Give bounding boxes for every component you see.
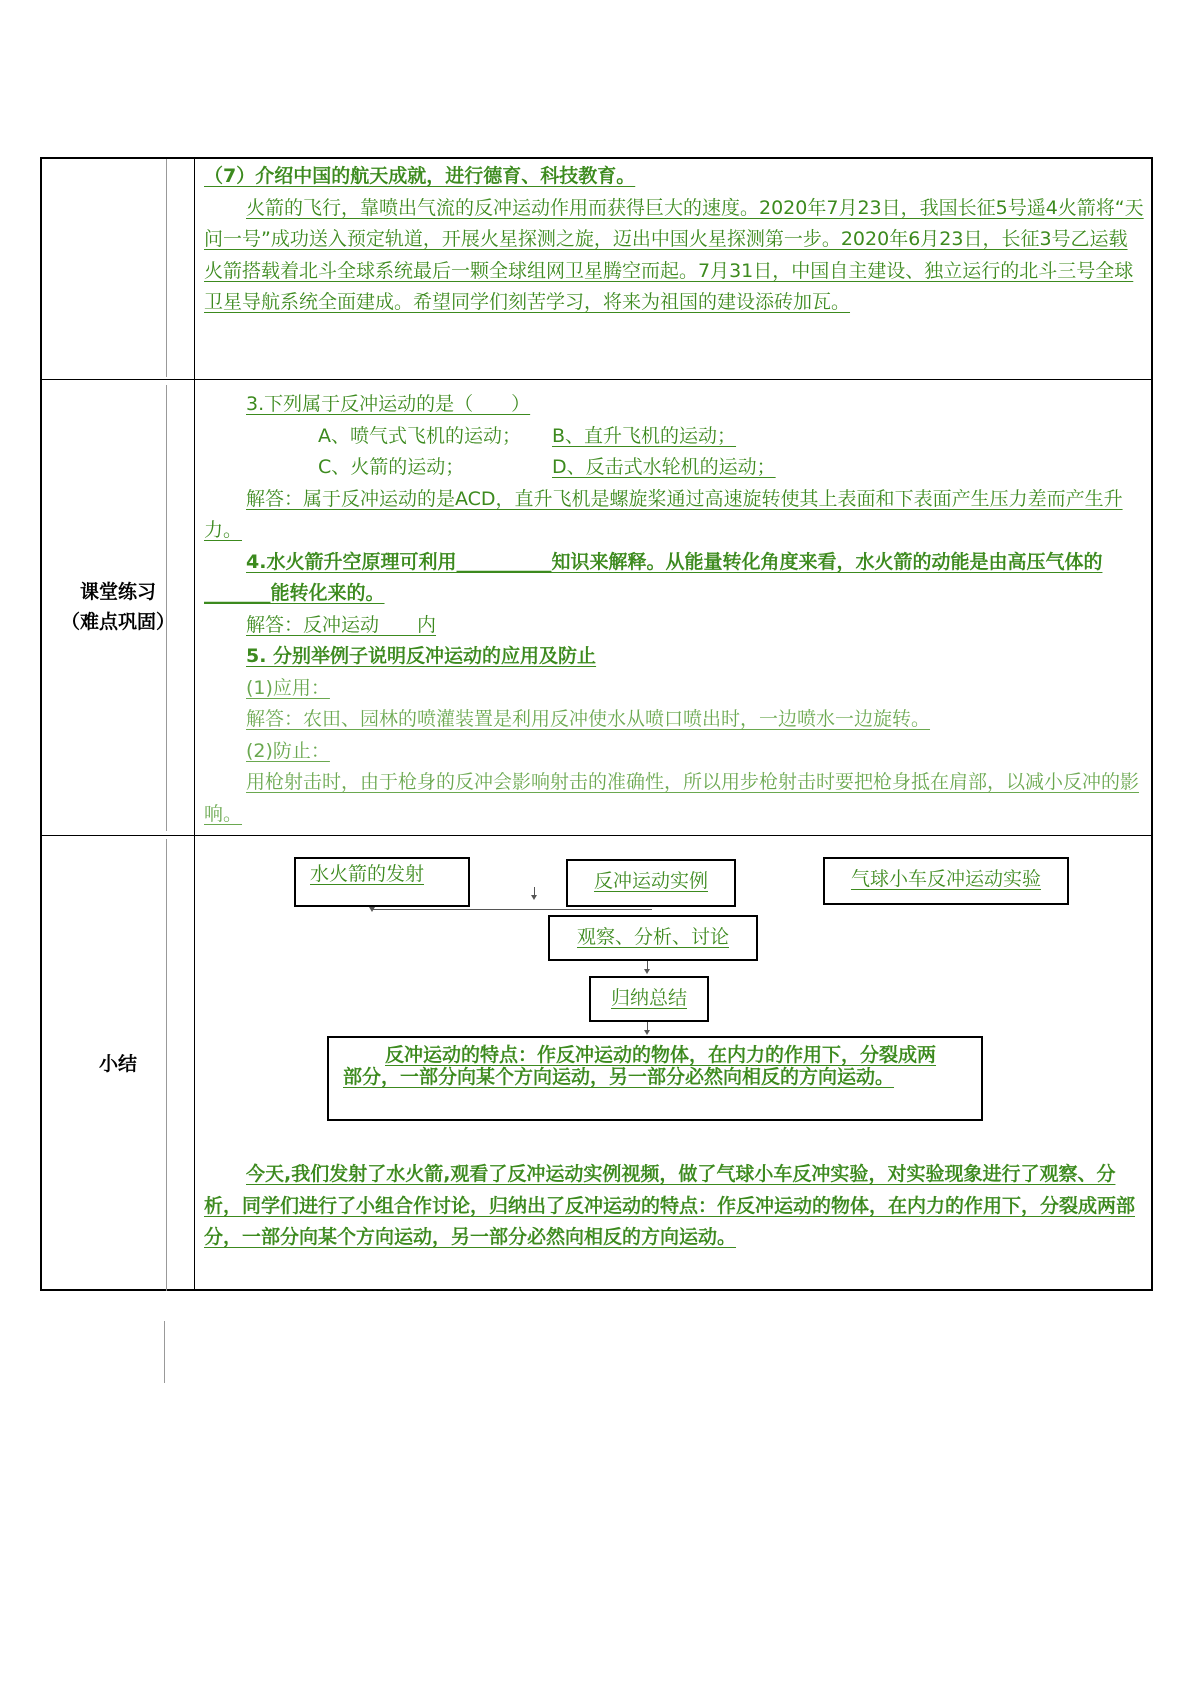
section-heading: （7）介绍中国的航天成就，进行德育、科技教育。 bbox=[204, 165, 636, 187]
option-c: C、火箭的运动； bbox=[318, 456, 465, 478]
practice-label-line1: 课堂练习 bbox=[79, 581, 156, 603]
row-divider bbox=[42, 835, 1151, 836]
option-b: B、直升飞机的运动； bbox=[552, 424, 737, 447]
practice-section bbox=[204, 389, 1144, 830]
flow-box-water-rocket: 水火箭的发射 bbox=[294, 857, 470, 907]
flow-arrow bbox=[644, 969, 650, 974]
option-d: D、反击式水轮机的运动； bbox=[552, 456, 776, 478]
flow-connector bbox=[372, 909, 652, 910]
flow-arrow bbox=[369, 907, 375, 912]
question-3-answer: 解答：属于反冲运动的是ACD，直升飞机是螺旋桨通过高速旋转使其上表面和下表面产生压力差而产生升力。 bbox=[204, 487, 1123, 541]
flow-box-characteristics: 反冲运动的特点：作反冲运动的物体，在内力的作用下，分裂成两部分，一部分向某个方向运动，另一部分必然向相反的方向运动。 bbox=[327, 1036, 983, 1121]
section-paragraph: 火箭的飞行，靠喷出气流的反冲运动作用而获得巨大的速度。2020年7月23日，我国长征5号遥4火箭将“天问一号”成功送入预定轨道，开展火星探测之旋，迈出中国火星探测第一步。2020年6月23日，长征3号乙运载火箭搭载着北斗全球系统最后一颗全球组网卫星腾空而起。7月31日，中国自主建设、独立运行的北斗三号全球卫星导航系统全面建成。希望同学们刻苦学习，将来为祖国的建设添砖加瓦。 bbox=[204, 196, 1144, 313]
summary-label: 小结 bbox=[98, 1053, 137, 1075]
summary-section bbox=[204, 1159, 1144, 1254]
question-3: 3.下列属于反冲运动的是（ ） bbox=[246, 393, 531, 415]
option-a: A、喷气式飞机的运动； bbox=[318, 424, 521, 447]
summary-paragraph: 今天,我们发射了水火箭,观看了反冲运动实例视频，做了气球小车反冲实验，对实验现象进行了观察、分析，同学们进行了小组合作讨论，归纳出了反冲运动的特点：作反冲运动的物体，在内力的作用下，分裂成两部分，一部分向某个方向运动，另一部分必然向相反的方向运动。 bbox=[204, 1163, 1136, 1248]
question-5-part-1: (1)应用： bbox=[246, 676, 330, 699]
question-5-part-2: (2)防止： bbox=[246, 739, 330, 762]
practice-label-line2: （难点巩固） bbox=[60, 611, 175, 633]
flow-box-observe: 观察、分析、讨论 bbox=[548, 915, 758, 961]
row-divider bbox=[42, 379, 1151, 380]
question-5: 5. 分别举例子说明反冲运动的应用及防止 bbox=[246, 645, 597, 667]
question-4-answer: 解答：反冲运动 内 bbox=[246, 613, 437, 636]
question-5-part-1-answer: 解答：农田、园林的喷灌装置是利用反冲使水从喷口喷出时，一边喷水一边旋转。 bbox=[246, 708, 931, 730]
flow-connector bbox=[534, 887, 535, 897]
question-4: 4.水火箭升空原理可利用__________知识来解释。从能量转化角度来看，水火箭的动能是由高压气体的_______能转化来的。 bbox=[204, 550, 1103, 604]
practice-label bbox=[42, 577, 194, 637]
aerospace-section bbox=[204, 161, 1144, 319]
column-divider bbox=[194, 159, 195, 1289]
flow-box-balloon-car: 气球小车反冲运动实验 bbox=[823, 857, 1069, 905]
column-thin-line bbox=[166, 159, 167, 377]
question-5-part-2-answer: 用枪射击时，由于枪身的反冲会影响射击的准确性，所以用步枪射击时要把枪身抵在肩部，以减小反冲的影响。 bbox=[204, 771, 1140, 825]
question-3-options-cd bbox=[204, 452, 1144, 484]
page-margin-line bbox=[164, 1321, 165, 1383]
lesson-table bbox=[40, 157, 1153, 1291]
flow-arrow bbox=[644, 1030, 650, 1035]
question-3-options-ab bbox=[204, 421, 1144, 453]
flow-box-recoil-examples: 反冲运动实例 bbox=[566, 859, 736, 907]
flow-box-conclude: 归纳总结 bbox=[589, 976, 709, 1022]
